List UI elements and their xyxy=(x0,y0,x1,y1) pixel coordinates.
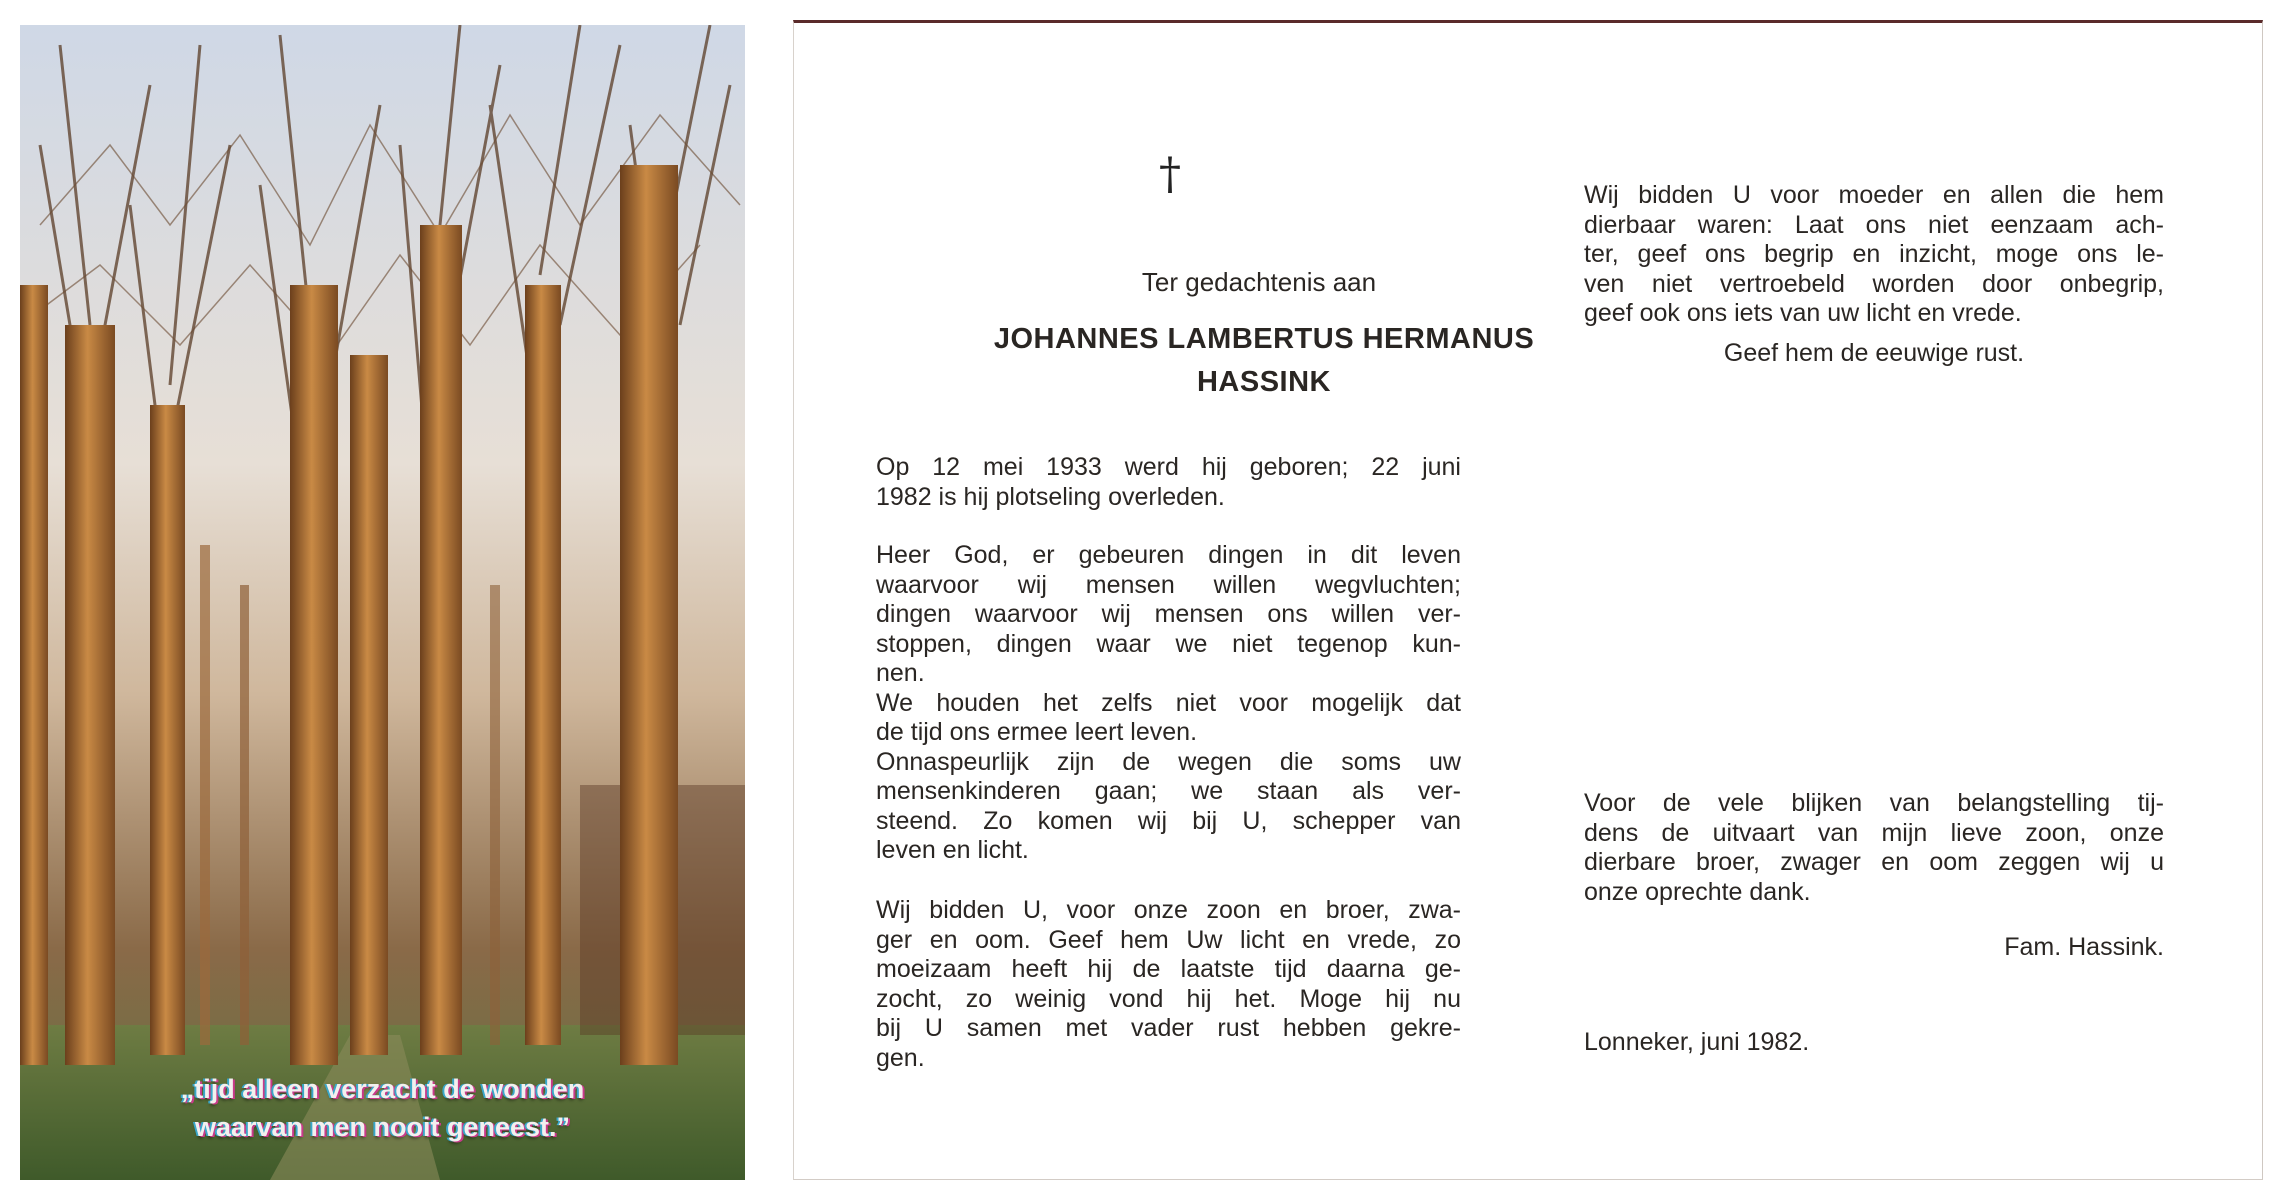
text-line: zocht, zo weinig vond hij het. Moge hij nu xyxy=(876,984,1461,1013)
text-line: steend. Zo komen wij bij U, schepper van xyxy=(876,806,1461,835)
family-signature: Fam. Hassink. xyxy=(2004,933,2164,961)
deceased-name: JOHANNES LAMBERTUS HERMANUS xyxy=(993,323,1535,355)
tree-avenue-illustration xyxy=(20,25,745,1180)
text-line: leven en licht. xyxy=(876,836,1029,864)
text-line: Voor de vele blijken van belangstelling tij- xyxy=(1584,789,2164,817)
text-line: Onnaspeurlijk zijn de wegen die soms uw xyxy=(876,747,1461,776)
text-line: dens de uitvaart van mijn lieve zoon, onze xyxy=(1584,818,2164,847)
prayer-paragraph-2 xyxy=(876,896,1461,1073)
prayer-paragraph-1 xyxy=(876,541,1461,866)
text-line: bij U samen met vader rust hebben gekre- xyxy=(876,1014,1461,1042)
quote-line: „tijd alleen verzacht de wonden xyxy=(180,1074,585,1104)
text-line: ven niet vertroebeld worden door onbegrip, xyxy=(1584,269,2164,298)
text-line: de tijd ons ermee leert leven. xyxy=(876,718,1198,746)
text-line: mensenkinderen gaan; we staan als ver- xyxy=(876,777,1461,805)
memorial-photo xyxy=(20,25,745,1180)
thanks-paragraph xyxy=(1584,789,2164,907)
quote-line: waarvan men nooit geneest.” xyxy=(194,1112,571,1142)
place-date: Lonneker, juni 1982. xyxy=(1584,1028,1810,1056)
prayer-paragraph-3 xyxy=(1584,181,2164,329)
text-line: We houden het zelfs niet voor mogelijk dat xyxy=(876,688,1461,717)
text-line: waarvoor wij mensen willen wegvluchten; xyxy=(876,570,1461,599)
text-line: dierbaar waren: Laat ons niet eenzaam ach- xyxy=(1584,210,2164,239)
text-line: dingen waarvoor wij mensen ons willen ver- xyxy=(876,600,1461,628)
text-line: Wij bidden U voor moeder en allen die hem xyxy=(1584,181,2164,209)
text-line: dierbare broer, zwager en oom zeggen wij u xyxy=(1584,848,2164,876)
cross-icon: † xyxy=(1159,149,1181,200)
text-line: moeizaam heeft hij de laatste tijd daarna ge- xyxy=(876,955,1461,983)
memorial-card xyxy=(793,20,2263,1180)
deceased-surname: HASSINK xyxy=(1196,366,1331,398)
text-line: onze oprechte dank. xyxy=(1584,877,1811,906)
in-memory-heading: Ter gedachtenis aan xyxy=(1141,267,1377,297)
text-line: Op 12 mei 1933 werd hij geboren; 22 juni xyxy=(876,453,1461,481)
memorial-quote xyxy=(20,1070,745,1146)
text-line: nen. xyxy=(876,659,925,687)
text-line: stoppen, dingen waar we niet tegenop kun- xyxy=(876,629,1461,658)
text-line: ger en oom. Geef hem Uw licht en vrede, zo xyxy=(876,925,1461,954)
text-line: Heer God, er gebeuren dingen in dit leven xyxy=(876,541,1461,569)
eternal-rest-line: Geef hem de eeuwige rust. xyxy=(1723,339,2025,367)
birth-death-paragraph xyxy=(876,453,1461,512)
text-line: ter, geef ons begrip en inzicht, moge ons le- xyxy=(1584,240,2164,268)
text-line: 1982 is hij plotseling overleden. xyxy=(876,482,1225,511)
text-line: Wij bidden U, voor onze zoon en broer, zwa- xyxy=(876,896,1461,924)
text-line: gen. xyxy=(876,1043,925,1072)
text-line: geef ook ons iets van uw licht en vrede. xyxy=(1584,299,2022,327)
